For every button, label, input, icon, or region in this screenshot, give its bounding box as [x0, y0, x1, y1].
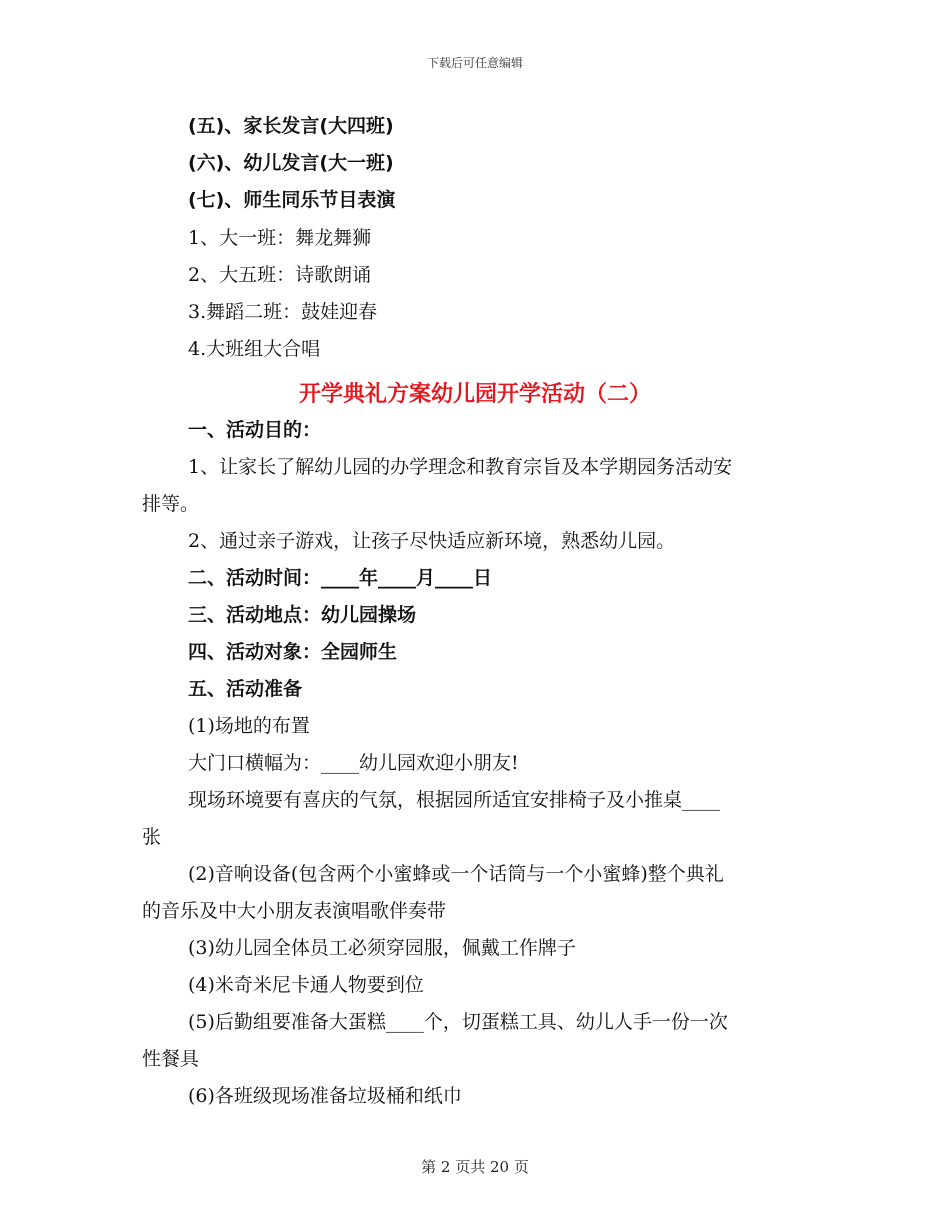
heading-activity-purpose: 一、活动目的： — [188, 419, 322, 441]
prep-item-1-environment-cont: 张 — [142, 826, 162, 848]
prep-item-5-cont: 性餐具 — [142, 1048, 200, 1070]
program-item-7: (七)、师生同乐节目表演 — [188, 189, 396, 211]
prep-item-1-environment: 现场环境要有喜庆的气氛，根据园所适宜安排椅子及小推桌____ — [188, 789, 721, 811]
prep-item-1-banner: 大门口横幅为：____幼儿园欢迎小朋友! — [188, 752, 519, 774]
performance-item-4: 4.大班组大合唱 — [188, 338, 321, 360]
heading-activity-preparation: 五、活动准备 — [188, 678, 303, 700]
performance-item-2: 2、大五班：诗歌朗诵 — [188, 264, 372, 286]
program-item-6: (六)、幼儿发言(大一班) — [188, 152, 394, 174]
page-footer: 第 2 页共 20 页 — [421, 1158, 529, 1176]
purpose-item-2: 2、通过亲子游戏，让孩子尽快适应新环境，熟悉幼儿园。 — [188, 530, 676, 552]
purpose-item-1-cont: 排等。 — [142, 493, 200, 515]
performance-item-3: 3.舞蹈二班：鼓娃迎春 — [188, 301, 378, 323]
heading-activity-participants: 四、活动对象：全园师生 — [188, 641, 398, 663]
purpose-item-1: 1、让家长了解幼儿园的办学理念和教育宗旨及本学期园务活动安 — [188, 456, 733, 478]
prep-item-2: (2)音响设备(包含两个小蜜蜂或一个话筒与一个小蜜蜂)整个典礼 — [188, 863, 724, 885]
heading-activity-location: 三、活动地点：幼儿园操场 — [188, 604, 417, 626]
page-header: 下载后可任意编辑 — [426, 56, 523, 70]
prep-item-3: (3)幼儿园全体员工必须穿园服，佩戴工作牌子 — [188, 937, 576, 959]
prep-item-6: (6)各班级现场准备垃圾桶和纸巾 — [188, 1085, 462, 1107]
section-title: 开学典礼方案幼儿园开学活动（二） — [298, 382, 651, 407]
prep-item-5: (5)后勤组要准备大蛋糕____个，切蛋糕工具、幼儿人手一份一次 — [188, 1011, 728, 1033]
prep-item-1: (1)场地的布置 — [188, 715, 310, 737]
prep-item-4: (4)米奇米尼卡通人物要到位 — [188, 974, 424, 996]
prep-item-2-cont: 的音乐及中大小朋友表演唱歌伴奏带 — [142, 900, 447, 922]
program-item-5: (五)、家长发言(大四班) — [188, 115, 394, 137]
heading-activity-time: 二、活动时间：____年____月____日 — [188, 567, 493, 589]
performance-item-1: 1、大一班：舞龙舞狮 — [188, 227, 372, 249]
